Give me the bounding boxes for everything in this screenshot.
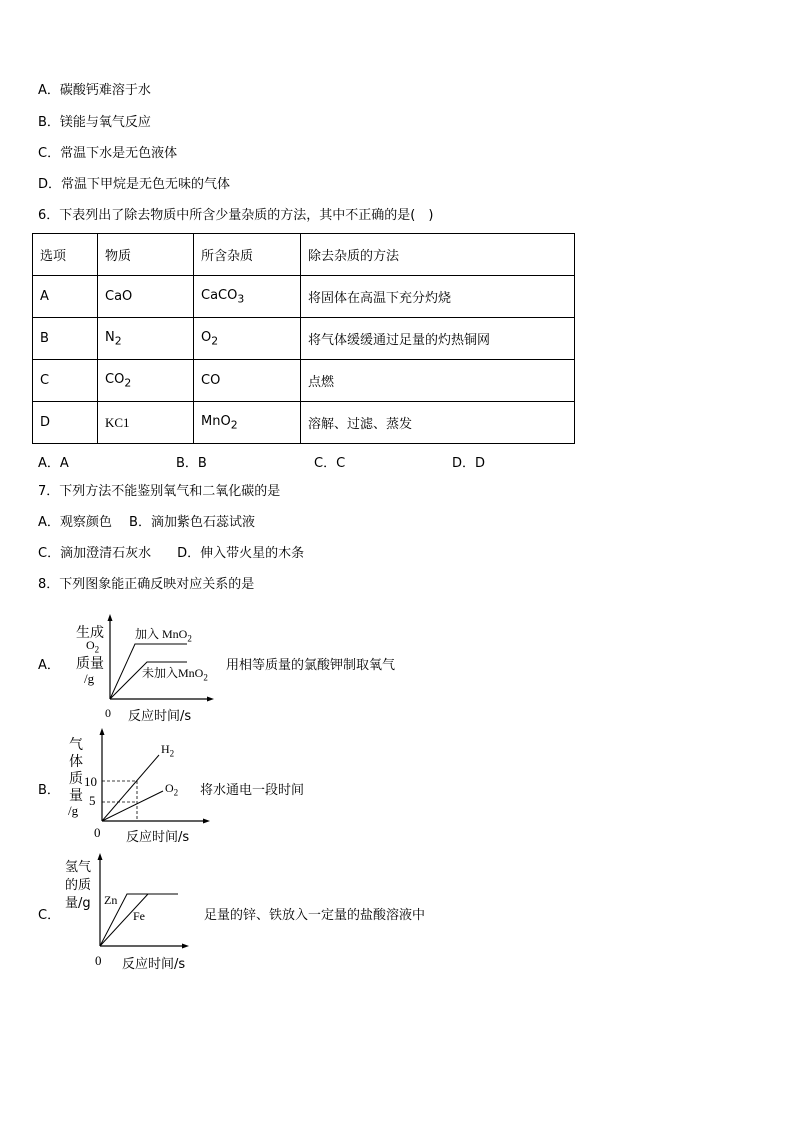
- table-cell-impurity: [194, 360, 301, 402]
- q6-stem: 6．下表列出了除去物质中所含少量杂质的方法，其中不正确的是( ): [38, 208, 434, 223]
- table-header-cell: 选项: [33, 234, 98, 276]
- table-header-row: [33, 234, 575, 276]
- q6-option-a: A．A: [38, 456, 69, 471]
- formula-text: KC1: [105, 414, 130, 430]
- graph-c-ylabel: 量/g: [65, 896, 91, 911]
- graph-c-description: 足量的锌、铁放入一定量的盐酸溶液中: [204, 908, 426, 923]
- graph-c-xlabel: 反应时间/s: [122, 957, 186, 972]
- formula-subscript: 2: [169, 748, 175, 759]
- graph-b-xlabel: 反应时间/s: [126, 830, 190, 845]
- formula-subscript: 2: [203, 672, 208, 683]
- graph-b: [91, 728, 221, 828]
- table-row: [33, 360, 575, 402]
- graph-c-x-arrow: [182, 944, 189, 949]
- q5-option-b: B．镁能与氧气反应: [38, 115, 151, 130]
- table-cell-substance: [98, 318, 194, 360]
- graph-b-line-o2: [102, 791, 163, 821]
- graph-b-tick-5: 5: [89, 793, 96, 808]
- formula-text: CO: [201, 373, 221, 388]
- formula-subscript: 2: [211, 334, 219, 348]
- graph-a-xlabel: 反应时间/s: [128, 709, 192, 724]
- table-row: [33, 276, 575, 318]
- graph-c-y-arrow: [98, 853, 103, 860]
- table-cell-impurity: [194, 402, 301, 444]
- formula-subscript: 2: [124, 376, 132, 390]
- q7-options-line1: A．观察颜色 B．滴加紫色石蕊试液: [38, 515, 255, 530]
- graph-a-ylabel: /g: [84, 671, 95, 686]
- formula-text: O: [86, 638, 95, 652]
- graph-a-x-arrow: [207, 697, 214, 702]
- line-label-text: 未加入MnO: [142, 666, 204, 680]
- q6-option-c: C．C: [314, 456, 346, 471]
- graph-b-origin: 0: [94, 825, 101, 840]
- q6-option-b: B．B: [176, 456, 207, 471]
- graph-b-y-arrow: [100, 728, 105, 735]
- table-cell-method: 将固体在高温下充分灼烧: [301, 276, 575, 318]
- formula-subscript: 2: [187, 633, 192, 644]
- table-cell-option: A: [33, 276, 98, 318]
- graph-b-ylabel: 气: [69, 737, 83, 753]
- graph-c-ylabel: 的质: [65, 878, 92, 893]
- formula-subscript: 2: [230, 418, 238, 432]
- formula-text: CO: [105, 371, 125, 387]
- graph-c-ylabel: 氢气: [65, 860, 92, 875]
- table-cell-method: 溶解、过滤、蒸发: [301, 402, 575, 444]
- table-cell-method: 点燃: [301, 360, 575, 402]
- table-cell-method: 将气体缓缓通过足量的灼热铜网: [301, 318, 575, 360]
- table-cell-option: B: [33, 318, 98, 360]
- table-header-cell: 除去杂质的方法: [301, 234, 575, 276]
- table-header-cell: 所含杂质: [194, 234, 301, 276]
- table-cell-substance: [98, 402, 194, 444]
- formula-subscript: 2: [173, 787, 179, 798]
- graph-a-origin: 0: [105, 706, 111, 720]
- table-row: [33, 318, 575, 360]
- graph-b-x-arrow: [203, 819, 210, 824]
- formula-subscript: 2: [114, 334, 122, 348]
- graph-b-line2-label: [165, 781, 178, 797]
- q8-stem: 8．下列图象能正确反映对应关系的是: [38, 577, 255, 592]
- graph-b-ylabel: 质: [69, 771, 83, 787]
- graph-a-line1-label: [135, 625, 192, 643]
- line-label-text: H: [161, 742, 170, 756]
- graph-a-y-arrow: [108, 614, 113, 621]
- q8-option-b-label: B．: [38, 783, 60, 798]
- graph-b-tick-10: 10: [84, 774, 97, 789]
- q7-options-line2: C．滴加澄清石灰水 D．伸入带火星的木条: [38, 546, 305, 561]
- graph-c-line2-label: Fe: [133, 909, 145, 923]
- table-cell-option: D: [33, 402, 98, 444]
- formula-text: MnO: [201, 413, 231, 429]
- table-cell-substance: [98, 276, 194, 318]
- q8-option-a-label: A．: [38, 658, 60, 673]
- graph-b-ylabel: 量: [69, 788, 83, 804]
- line-label-text: O: [165, 781, 174, 795]
- graph-a-ylabel: 生成: [76, 625, 104, 641]
- q5-option-a: A．碳酸钙难溶于水: [38, 83, 151, 98]
- graph-a-ylabel: 质量: [76, 656, 104, 672]
- q6-table: [32, 233, 575, 444]
- table-row: [33, 402, 575, 444]
- formula-text: O: [201, 329, 212, 345]
- table-cell-substance: [98, 360, 194, 402]
- formula-subscript: 3: [237, 292, 245, 306]
- formula-text: CaCO: [201, 287, 238, 303]
- graph-b-line1-label: [161, 742, 174, 758]
- table-cell-impurity: [194, 276, 301, 318]
- graph-a-line2-label: [142, 664, 208, 682]
- formula-subscript: 2: [94, 644, 100, 655]
- graph-c-line1-label: Zn: [104, 893, 118, 907]
- graph-b-ylabel: 体: [69, 754, 83, 770]
- table-cell-impurity: [194, 318, 301, 360]
- table-header-cell: 物质: [98, 234, 194, 276]
- q6-option-d: D．D: [452, 456, 486, 471]
- line-label-text: 加入 MnO: [135, 627, 188, 641]
- formula-text: N: [105, 329, 115, 345]
- q8-option-c-label: C．: [38, 908, 61, 923]
- graph-b-ylabel: /g: [68, 803, 79, 818]
- graph-c-origin: 0: [95, 953, 102, 968]
- graph-a-description: 用相等质量的氯酸钾制取氧气: [226, 658, 396, 673]
- table-cell-option: C: [33, 360, 98, 402]
- formula-text: CaO: [105, 289, 133, 304]
- graph-b-line-h2: [102, 755, 159, 821]
- q5-option-d: D．常温下甲烷是无色无味的气体: [38, 177, 231, 192]
- q5-option-c: C．常温下水是无色液体: [38, 146, 178, 161]
- graph-b-description: 将水通电一段时间: [200, 783, 305, 798]
- q7-stem: 7．下列方法不能鉴别氧气和二氧化碳的是: [38, 484, 281, 499]
